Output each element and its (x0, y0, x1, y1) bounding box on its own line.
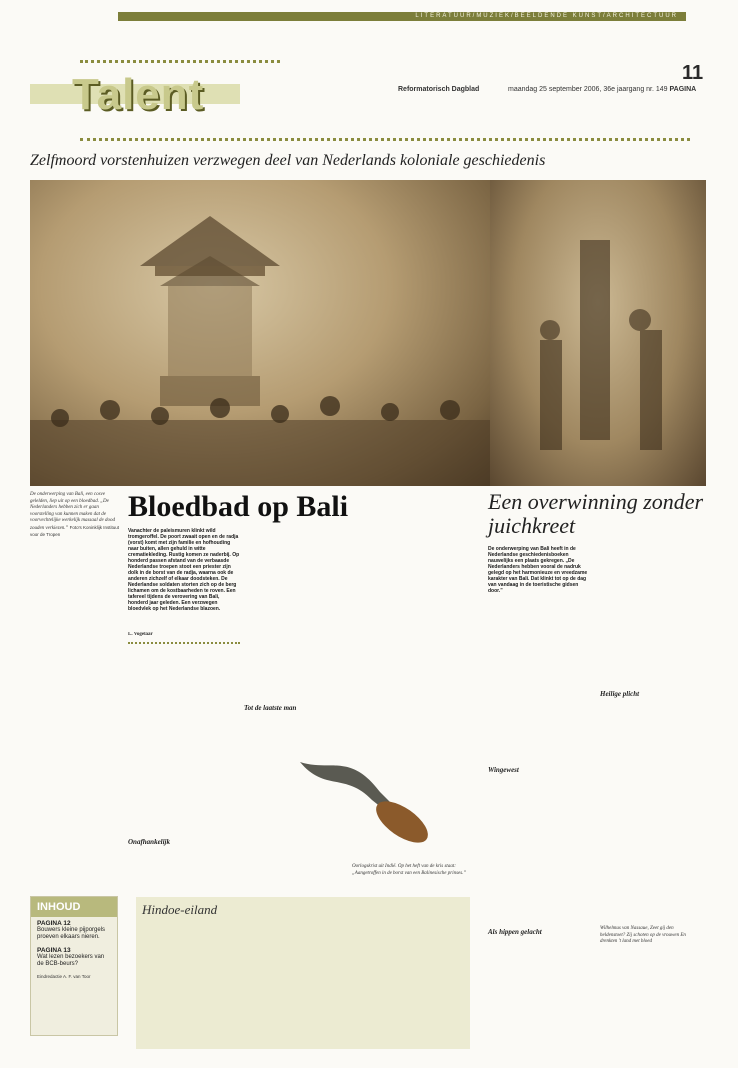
dotted-rule-bottom (80, 138, 690, 141)
toc-item[interactable]: PAGINA 12 Bouwers kleine pijporgels proeven elkaars nieren. (37, 920, 106, 940)
sidebar-box-title: Hindoe-eiland (142, 902, 218, 917)
dotted-rule-top (80, 60, 280, 63)
article-left-byline: L. Vogelaar (128, 632, 153, 637)
subhead-onafhankelijk: Onafhankelijk (128, 838, 171, 846)
subhead-laatste-man: Tot de laatste man (244, 704, 297, 712)
pavilion-illustration (130, 196, 290, 406)
section-bar: LITERATUUR/MUZIEK/BEELDENDE KUNST/ARCHITECTUUR (118, 12, 686, 21)
kris-dagger-image (290, 742, 440, 862)
photo-caption: De onderwerping van Bali, een cosve gelelden, liep uit op een bloedbad. „De Nederlanders hebben zich er gaan voorstelling van kunnen maken dat de voorvechtelijke werkelijk massaal de dood zouden verkiezen.” Foto's Koninklijk Instituut voor de Tropen (30, 492, 119, 537)
page-number: 11 (682, 62, 704, 84)
article-left-lead: Vanachter de paleismuren klinkt wild tromgeroffel. De poort zwaait open en de radja (vorst) komt met zijn familie en hofhouding naar buiten, allen gehuld in witte crematiekleding. Rustig komen ze naderbij. Op honderd passen afstand van de verbaasde Nederlandse troepen stoot een priester zijn dolk in de borst van de radja, waarna ook de anderen zichzelf of elkaar doodsteken. De Nederlandse soldaten storten zich op de berg lichamen om de kostbaarheden te roven. Een tafereel tijdens de verovering van Bali, honderd jaar geleden. Een verzwegen bloedvlek op het Nederlandse blazoen. (128, 528, 240, 612)
toc-item[interactable]: PAGINA 13 Wat lezen bezoekers van de BCB-beurs? (37, 947, 105, 967)
soldiers-queue-silhouettes (490, 180, 706, 486)
article-right-lead: De onderwerping van Bali heeft in de Nederlandse geschiedenisboeken nauwelijks een plaats gekregen. „De Nederlanders hebben vooral de nadruk gelegd op het harmonieuze en vreedzame karakter van Bali. Dat klinkt tot op de dag van vandaag in de toeristische gidsen door.” (488, 546, 588, 594)
rubric-title: Talent (72, 70, 205, 119)
editor-credit: Eindredactie A. F. van Toor (37, 974, 91, 979)
byline-divider (128, 642, 240, 644)
soldiers-silhouettes (30, 380, 490, 486)
article-title-right: Een overwinning zonder juichkreet (488, 489, 704, 538)
main-headline: Zelfmoord vorstenhuizen verzwegen deel van Nederlands koloniale geschiedenis (30, 152, 546, 169)
poem-excerpt: Wilhelmus van Nassaue, Zeet gij den heldenstoet? Zij schoten op de vrouwen En drenkten 't land met bloed (600, 926, 686, 944)
kris-caption: Oorlogskrist uit Indië. Op het heft van de kris staat: „Aangetroffen in de borst van een Balinesische prinses.” (352, 864, 467, 876)
subhead-heilige-plicht: Heilige plicht (600, 690, 640, 698)
subhead-wingewest: Wingewest (488, 766, 519, 774)
subhead-gelacht: Als hippen gelacht (488, 928, 542, 936)
date-line: maandag 25 september 2006, 36e jaargang nr. 149 PAGINA (508, 86, 697, 93)
publication-name: Reformatorisch Dagblad (398, 86, 480, 93)
table-of-contents (30, 896, 118, 1036)
toc-title: INHOUD (31, 897, 117, 917)
article-title-left: Bloedbad op Bali (128, 490, 349, 523)
sidebar-box (136, 897, 470, 1049)
